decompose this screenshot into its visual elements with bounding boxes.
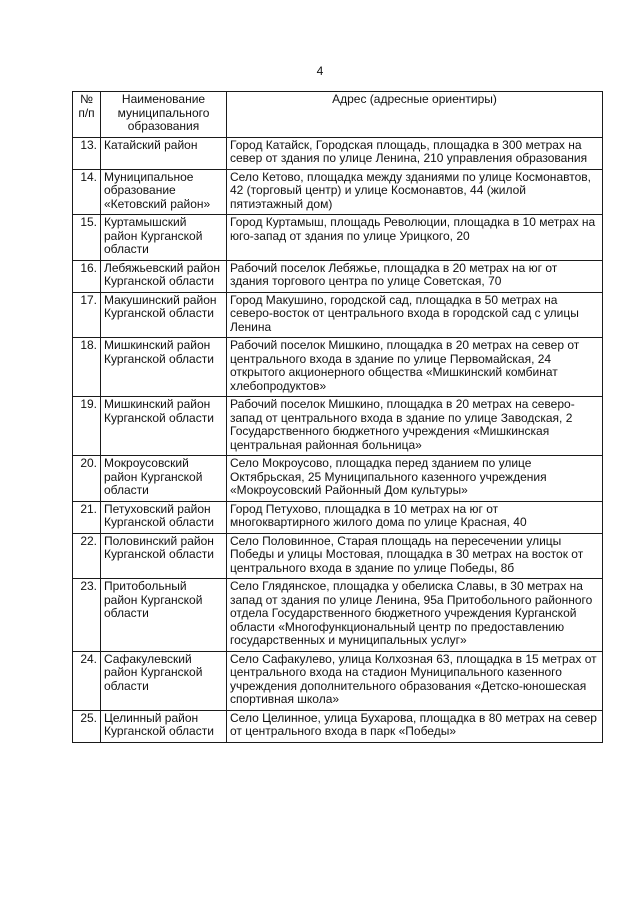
address-text: Село Глядянское, площадка у обелиска Славы, в 30 метрах на запад от здания по улице Ленина, 95а Притобольного районного отдела Государственного бюджетного учреждения Курганской области «Многофункциональный центр по предоставлению государственных и муниципальных услуг» — [227, 579, 603, 652]
municipality-name: Притобольный район Курганской области — [101, 579, 227, 652]
header-number: № п/п — [73, 92, 101, 138]
row-number: 23. — [73, 579, 101, 652]
table-row — [73, 338, 603, 397]
table-row — [73, 397, 603, 456]
table-row — [73, 260, 603, 292]
table-row — [73, 456, 603, 502]
row-number: 13. — [73, 137, 101, 169]
table-row — [73, 169, 603, 215]
table-row — [73, 501, 603, 533]
address-text: Село Кетово, площадка между зданиями по улице Космонавтов, 42 (торговый центр) и улице Космонавтов, 44 (жилой пятиэтажный дом) — [227, 169, 603, 215]
municipality-name: Половинский район Курганской области — [101, 533, 227, 579]
row-number: 16. — [73, 260, 101, 292]
row-number: 14. — [73, 169, 101, 215]
address-text: Село Сафакулево, улица Колхозная 63, площадка в 15 метрах от центрального входа на стадион Муниципального казенного учреждения дополнительного образования «Детско-юношеская спортивная школа» — [227, 651, 603, 710]
address-text: Рабочий поселок Лебяжье, площадка в 20 метрах на юг от здания торгового центра по улице Советская, 70 — [227, 260, 603, 292]
municipality-name: Мишкинский район Курганской области — [101, 338, 227, 397]
municipality-name: Муниципальное образование «Кетовский район» — [101, 169, 227, 215]
address-text: Село Целинное, улица Бухарова, площадка в 80 метрах на север от центрального входа в парк «Победы» — [227, 710, 603, 742]
municipality-name: Мишкинский район Курганской области — [101, 397, 227, 456]
address-text: Город Катайск, Городская площадь, площадка в 300 метрах на север от здания по улице Ленина, 210 управления образования — [227, 137, 603, 169]
municipality-name: Петуховский район Курганской области — [101, 501, 227, 533]
address-text: Город Макушино, городской сад, площадка в 50 метрах на северо-восток от центрального входа в городской сад с улицы Ленина — [227, 292, 603, 338]
municipality-name: Макушинский район Курганской области — [101, 292, 227, 338]
municipality-name: Катайский район — [101, 137, 227, 169]
header-municipality: Наименование муниципального образования — [101, 92, 227, 138]
address-text: Город Куртамыш, площадь Революции, площадка в 10 метрах на юго-запад от здания по улице Урицкого, 20 — [227, 215, 603, 261]
row-number: 18. — [73, 338, 101, 397]
table-row — [73, 579, 603, 652]
table-body — [73, 137, 603, 742]
row-number: 24. — [73, 651, 101, 710]
table-row — [73, 215, 603, 261]
address-text: Село Половинное, Старая площадь на пересечении улицы Победы и улицы Мостовая, площадка в 30 метрах на восток от центрального входа в здание по улице Победы, 8б — [227, 533, 603, 579]
address-text: Рабочий поселок Мишкино, площадка в 20 метрах на север от центрального входа в здание по улице Первомайская, 24 открытого акционерного общества «Мишкинский комбинат хлебопродуктов» — [227, 338, 603, 397]
municipality-name: Куртамышский район Курганской области — [101, 215, 227, 261]
municipality-name: Целинный район Курганской области — [101, 710, 227, 742]
table-header-row — [73, 92, 603, 138]
municipality-name: Мокроусовский район Курганской области — [101, 456, 227, 502]
locations-table — [72, 91, 603, 743]
row-number: 21. — [73, 501, 101, 533]
row-number: 17. — [73, 292, 101, 338]
row-number: 22. — [73, 533, 101, 579]
municipality-name: Сафакулевский район Курганской области — [101, 651, 227, 710]
municipality-name: Лебяжьевский район Курганской области — [101, 260, 227, 292]
row-number: 25. — [73, 710, 101, 742]
address-text: Рабочий поселок Мишкино, площадка в 20 метрах на северо-запад от центрального входа в здание по улице Заводская, 2 Государственного бюджетного учреждения «Мишкинская центральная районная больница» — [227, 397, 603, 456]
address-text: Город Петухово, площадка в 10 метрах на юг от многоквартирного жилого дома по улице Красная, 40 — [227, 501, 603, 533]
page-number: 4 — [316, 64, 324, 78]
table-row — [73, 533, 603, 579]
row-number: 19. — [73, 397, 101, 456]
header-address: Адрес (адресные ориентиры) — [227, 92, 603, 138]
table-row — [73, 137, 603, 169]
row-number: 20. — [73, 456, 101, 502]
row-number: 15. — [73, 215, 101, 261]
table-row — [73, 651, 603, 710]
table-row — [73, 292, 603, 338]
table-row — [73, 710, 603, 742]
address-text: Село Мокроусово, площадка перед зданием по улице Октябрьская, 25 Муниципального казенного учреждения «Мокроусовский Районный Дом культуры» — [227, 456, 603, 502]
